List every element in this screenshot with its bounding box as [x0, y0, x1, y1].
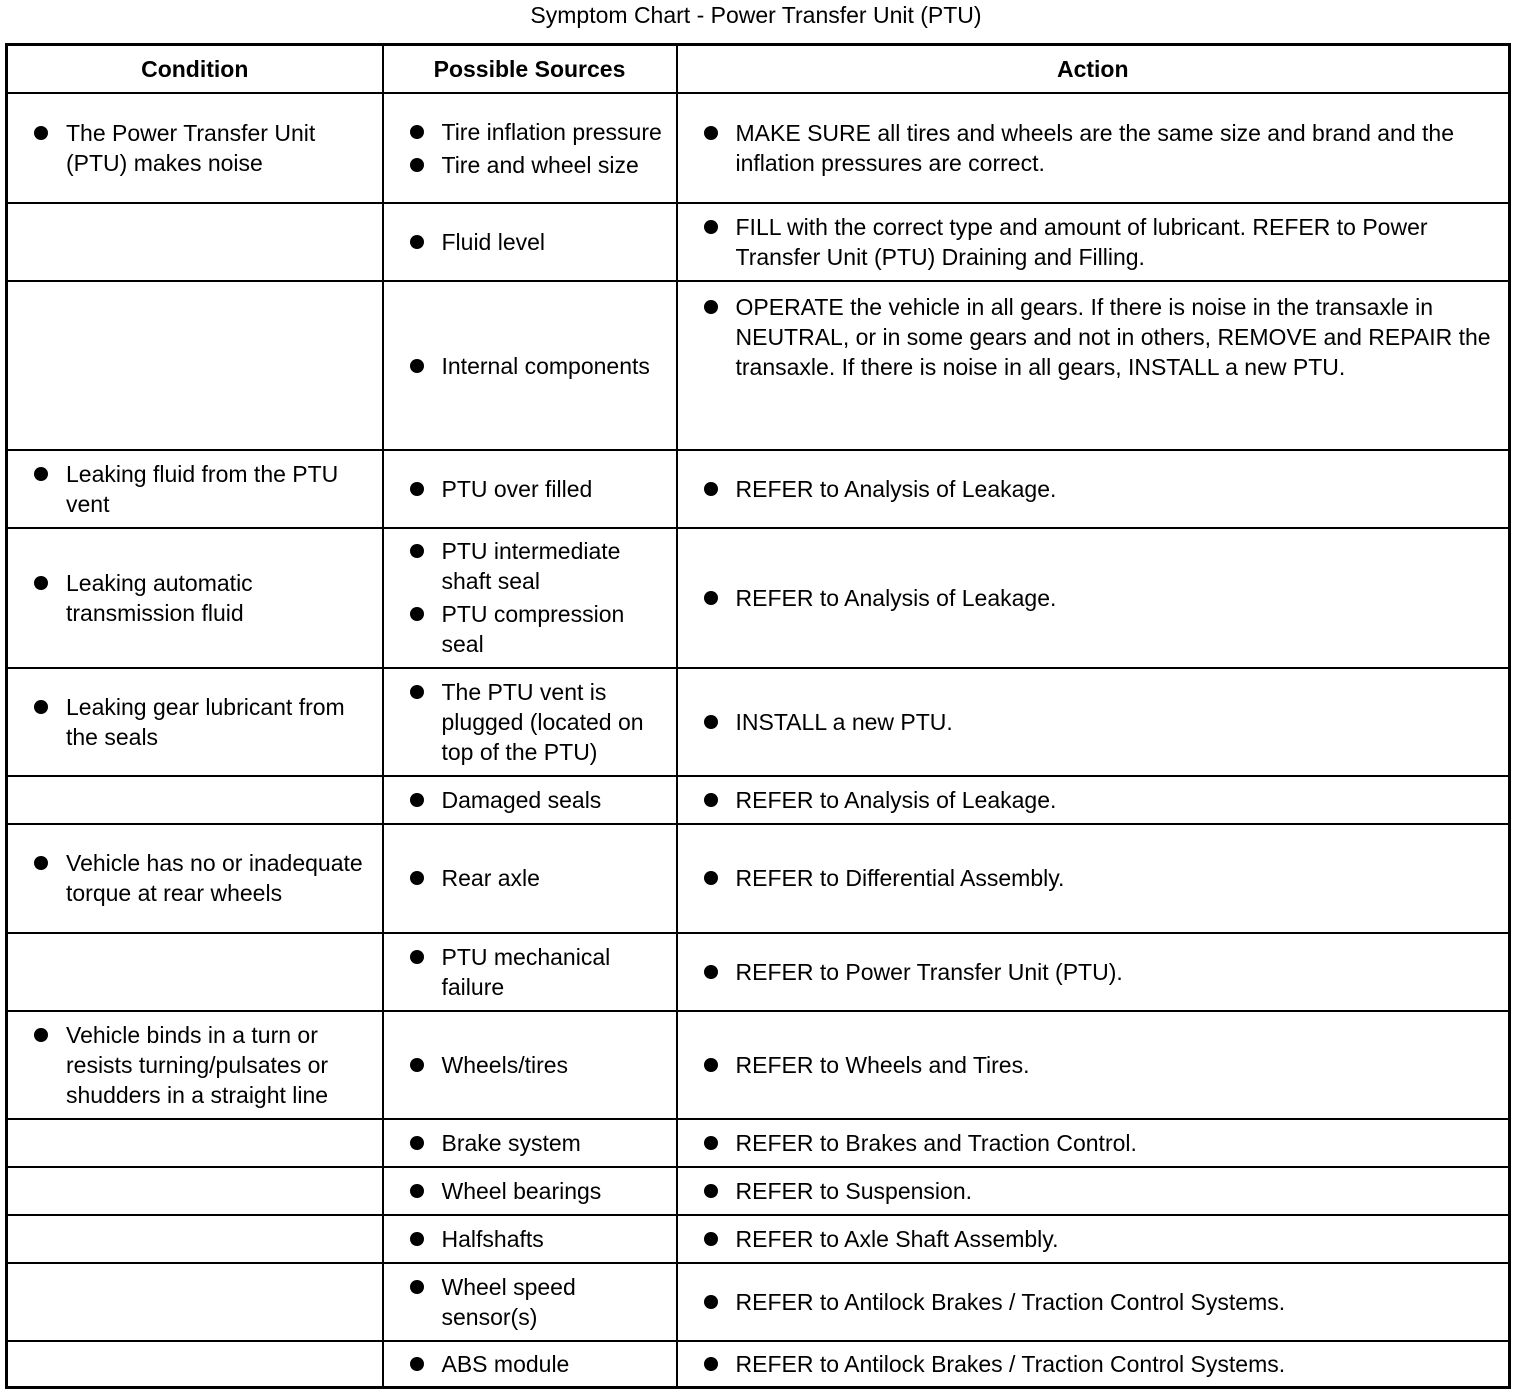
condition-text: Leaking fluid from the PTU vent [32, 459, 374, 519]
action-text: REFER to Axle Shaft Assembly. [702, 1224, 1501, 1254]
action-cell [677, 933, 1510, 1011]
action-cell [677, 528, 1510, 668]
table-row [7, 668, 1510, 776]
condition-cell [7, 1011, 383, 1119]
sources-cell [383, 1011, 677, 1119]
action-cell [677, 1011, 1510, 1119]
sources-cell [383, 1263, 677, 1341]
table-row [7, 1263, 1510, 1341]
table-row [7, 528, 1510, 668]
header-row [7, 45, 1510, 94]
table-row [7, 203, 1510, 281]
condition-cell [7, 93, 383, 203]
action-text: REFER to Analysis of Leakage. [702, 583, 1501, 613]
condition-cell [7, 776, 383, 824]
condition-cell [7, 450, 383, 528]
condition-text: Vehicle binds in a turn or resists turning/pulsates or shudders in a straight line [32, 1020, 374, 1110]
sources-cell [383, 1119, 677, 1167]
sources-cell [383, 203, 677, 281]
condition-cell [7, 528, 383, 668]
action-text: REFER to Analysis of Leakage. [702, 785, 1501, 815]
symptom-table [5, 43, 1511, 1389]
source-item: PTU over filled [408, 474, 670, 504]
source-item: Brake system [408, 1128, 670, 1158]
header-action: Action [677, 45, 1510, 94]
table-row [7, 824, 1510, 932]
action-text: MAKE SURE all tires and wheels are the same size and brand and the inflation pressures are correct. [702, 118, 1501, 178]
condition-text: Vehicle has no or inadequate torque at rear wheels [32, 848, 374, 908]
table-row [7, 933, 1510, 1011]
action-cell [677, 450, 1510, 528]
source-item: Rear axle [408, 863, 670, 893]
action-cell [677, 776, 1510, 824]
source-item: PTU compression seal [408, 599, 670, 659]
table-row [7, 93, 1510, 203]
condition-cell [7, 933, 383, 1011]
condition-cell [7, 1341, 383, 1387]
condition-cell [7, 1215, 383, 1263]
table-row [7, 1341, 1510, 1387]
sources-cell [383, 450, 677, 528]
action-text: OPERATE the vehicle in all gears. If there is noise in the transaxle in NEUTRAL, or in some gears and not in others, REMOVE and REPAIR the transaxle. If there is noise in all gears, INSTALL a new PTU. [702, 292, 1501, 382]
table-row [7, 1215, 1510, 1263]
condition-cell [7, 281, 383, 449]
source-item: The PTU vent is plugged (located on top of the PTU) [408, 677, 670, 767]
action-text: REFER to Wheels and Tires. [702, 1050, 1501, 1080]
condition-cell [7, 1263, 383, 1341]
action-text: FILL with the correct type and amount of lubricant. REFER to Power Transfer Unit (PTU) Draining and Filling. [702, 212, 1501, 272]
source-item: Fluid level [408, 227, 670, 257]
action-cell [677, 1263, 1510, 1341]
condition-cell [7, 1167, 383, 1215]
action-text: REFER to Analysis of Leakage. [702, 474, 1501, 504]
chart-title: Symptom Chart - Power Transfer Unit (PTU) [530, 2, 982, 28]
sources-cell [383, 668, 677, 776]
sources-cell [383, 1167, 677, 1215]
action-text: REFER to Antilock Brakes / Traction Control Systems. [702, 1349, 1501, 1379]
condition-cell [7, 668, 383, 776]
source-item: ABS module [408, 1349, 670, 1379]
action-text: REFER to Suspension. [702, 1176, 1501, 1206]
condition-cell [7, 824, 383, 932]
action-text: REFER to Power Transfer Unit (PTU). [702, 957, 1501, 987]
condition-cell [7, 1119, 383, 1167]
action-text: INSTALL a new PTU. [702, 707, 1501, 737]
table-row [7, 450, 1510, 528]
condition-text: Leaking gear lubricant from the seals [32, 692, 374, 752]
source-item: Wheel speed sensor(s) [408, 1272, 670, 1332]
condition-text: Leaking automatic transmission fluid [32, 568, 374, 628]
source-item: Damaged seals [408, 785, 670, 815]
action-cell [677, 1215, 1510, 1263]
action-cell [677, 824, 1510, 932]
condition-text: The Power Transfer Unit (PTU) makes noise [32, 118, 374, 178]
action-text: REFER to Differential Assembly. [702, 863, 1501, 893]
action-cell [677, 1167, 1510, 1215]
table-row [7, 1167, 1510, 1215]
sources-cell [383, 933, 677, 1011]
action-cell [677, 93, 1510, 203]
source-item: Internal components [408, 351, 670, 381]
sources-cell [383, 93, 677, 203]
table-row [7, 1119, 1510, 1167]
source-item: Tire inflation pressure [408, 117, 670, 147]
action-cell [677, 1341, 1510, 1387]
sources-cell [383, 1341, 677, 1387]
action-cell [677, 668, 1510, 776]
action-cell [677, 1119, 1510, 1167]
action-text: REFER to Brakes and Traction Control. [702, 1128, 1501, 1158]
source-item: Wheels/tires [408, 1050, 670, 1080]
sources-cell [383, 528, 677, 668]
sources-cell [383, 776, 677, 824]
source-item: Tire and wheel size [408, 150, 670, 180]
header-possible-sources: Possible Sources [383, 45, 677, 94]
action-cell [677, 203, 1510, 281]
header-condition: Condition [7, 45, 383, 94]
sources-cell [383, 824, 677, 932]
condition-cell [7, 203, 383, 281]
table-row [7, 281, 1510, 449]
source-item: Halfshafts [408, 1224, 670, 1254]
sources-cell [383, 1215, 677, 1263]
table-row [7, 776, 1510, 824]
source-item: PTU mechanical failure [408, 942, 670, 1002]
action-text: REFER to Antilock Brakes / Traction Control Systems. [702, 1287, 1501, 1317]
table-row [7, 1011, 1510, 1119]
action-cell [677, 281, 1510, 449]
source-item: PTU intermediate shaft seal [408, 536, 670, 596]
sources-cell [383, 281, 677, 449]
source-item: Wheel bearings [408, 1176, 670, 1206]
